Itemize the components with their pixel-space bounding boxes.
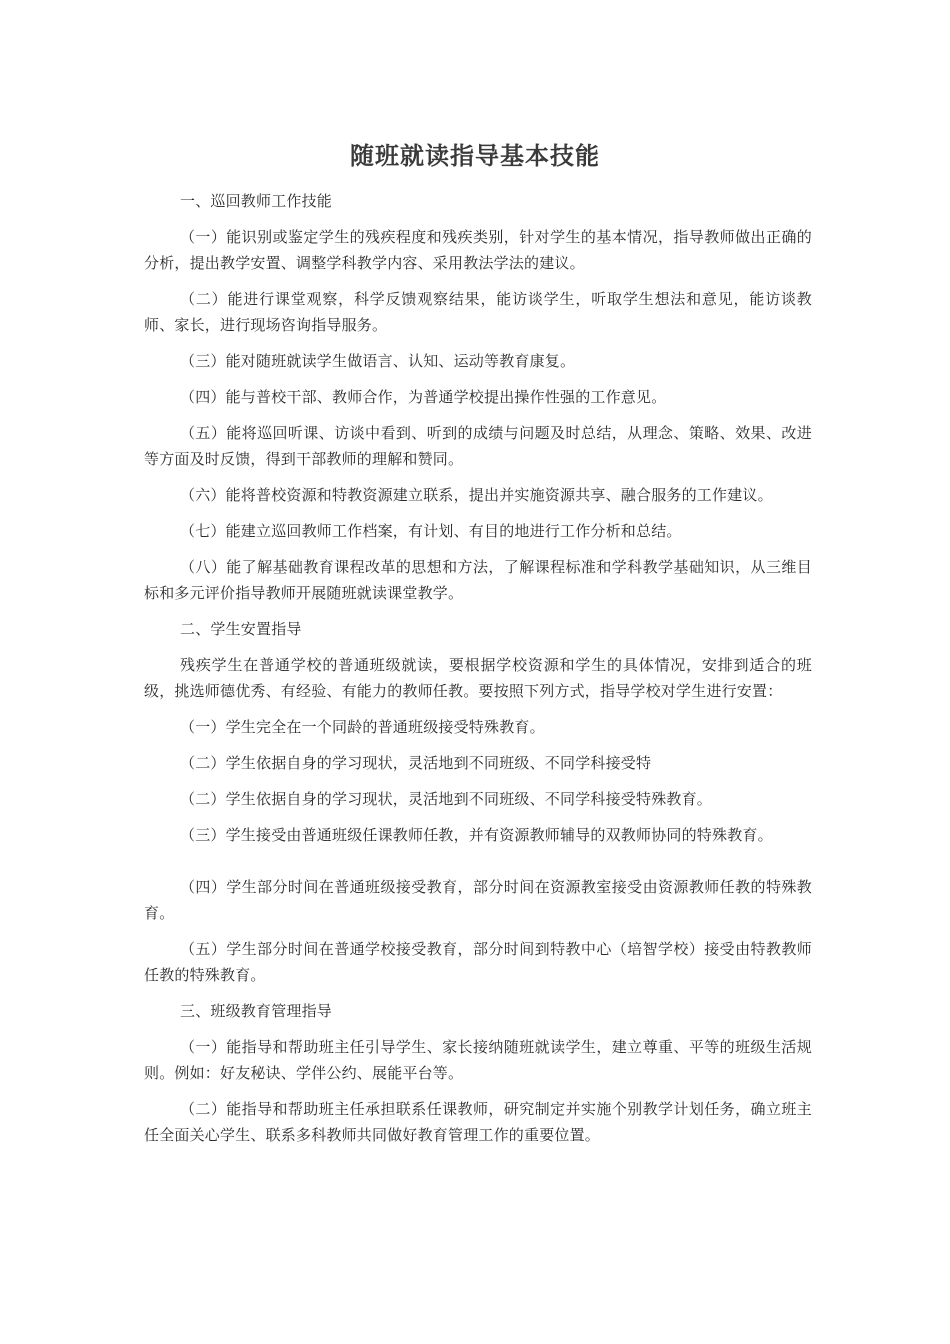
section-heading-1: 一、巡回教师工作技能 bbox=[180, 192, 333, 210]
paragraph: （七）能建立巡回教师工作档案，有计划、有目的地进行工作分析和总结。 bbox=[180, 522, 682, 540]
paragraph: 残疾学生在普通学校的普通班级就读，要根据学校资源和学生的具体情况，安排到适合的班级，挑选师德优秀、有经验、有能力的教师任教。要按照下列方式，指导学校对学生进行安置： bbox=[144, 656, 812, 700]
paragraph: （八）能了解基础教育课程改革的思想和方法，了解课程标准和学科教学基础知识，从三维目标和多元评价指导教师开展随班就读课堂教学。 bbox=[144, 558, 812, 602]
paragraph: （三）能对随班就读学生做语言、认知、运动等教育康复。 bbox=[180, 352, 576, 370]
paragraph: （二）能指导和帮助班主任承担联系任课教师，研究制定并实施个别教学计划任务，确立班主任全面关心学生、联系多科教师共同做好教育管理工作的重要位置。 bbox=[144, 1100, 812, 1144]
section-heading-3: 三、班级教育管理指导 bbox=[180, 1002, 333, 1020]
document-body bbox=[144, 188, 812, 1158]
paragraph: （一）能识别或鉴定学生的残疾程度和残疾类别，针对学生的基本情况，指导教师做出正确的分析，提出教学安置、调整学科教学内容、采用教法学法的建议。 bbox=[144, 228, 812, 272]
paragraph: （五）能将巡回听课、访谈中看到、听到的成绩与问题及时总结，从理念、策略、效果、改进等方面及时反馈，得到干部教师的理解和赞同。 bbox=[144, 424, 812, 468]
paragraph: （四）学生部分时间在普通班级接受教育，部分时间在资源教室接受由资源教师任教的特殊教育。 bbox=[144, 878, 812, 922]
paragraph: （二）能进行课堂观察，科学反馈观察结果，能访谈学生，听取学生想法和意见，能访谈教师、家长，进行现场咨询指导服务。 bbox=[144, 290, 812, 334]
paragraph: （一）能指导和帮助班主任引导学生、家长接纳随班就读学生，建立尊重、平等的班级生活规则。例如：好友秘诀、学伴公约、展能平台等。 bbox=[144, 1038, 812, 1082]
paragraph: （六）能将普校资源和特教资源建立联系，提出并实施资源共享、融合服务的工作建议。 bbox=[180, 486, 773, 504]
paragraph: （二）学生依据自身的学习现状，灵活地到不同班级、不同学科接受特殊教育。 bbox=[180, 790, 713, 808]
paragraph: （三）学生接受由普通班级任课教师任教，并有资源教师辅导的双教师协同的特殊教育。 bbox=[180, 826, 773, 844]
paragraph: （一）学生完全在一个同龄的普通班级接受特殊教育。 bbox=[180, 718, 545, 736]
document-title: 随班就读指导基本技能 bbox=[350, 142, 600, 170]
paragraph: （五）学生部分时间在普通学校接受教育，部分时间到特教中心（培智学校）接受由特教教师任教的特殊教育。 bbox=[144, 940, 812, 984]
paragraph: （四）能与普校干部、教师合作，为普通学校提出操作性强的工作意见。 bbox=[180, 388, 667, 406]
section-heading-2: 二、学生安置指导 bbox=[180, 620, 302, 638]
paragraph: （二）学生依据自身的学习现状，灵活地到不同班级、不同学科接受特 bbox=[180, 754, 652, 772]
